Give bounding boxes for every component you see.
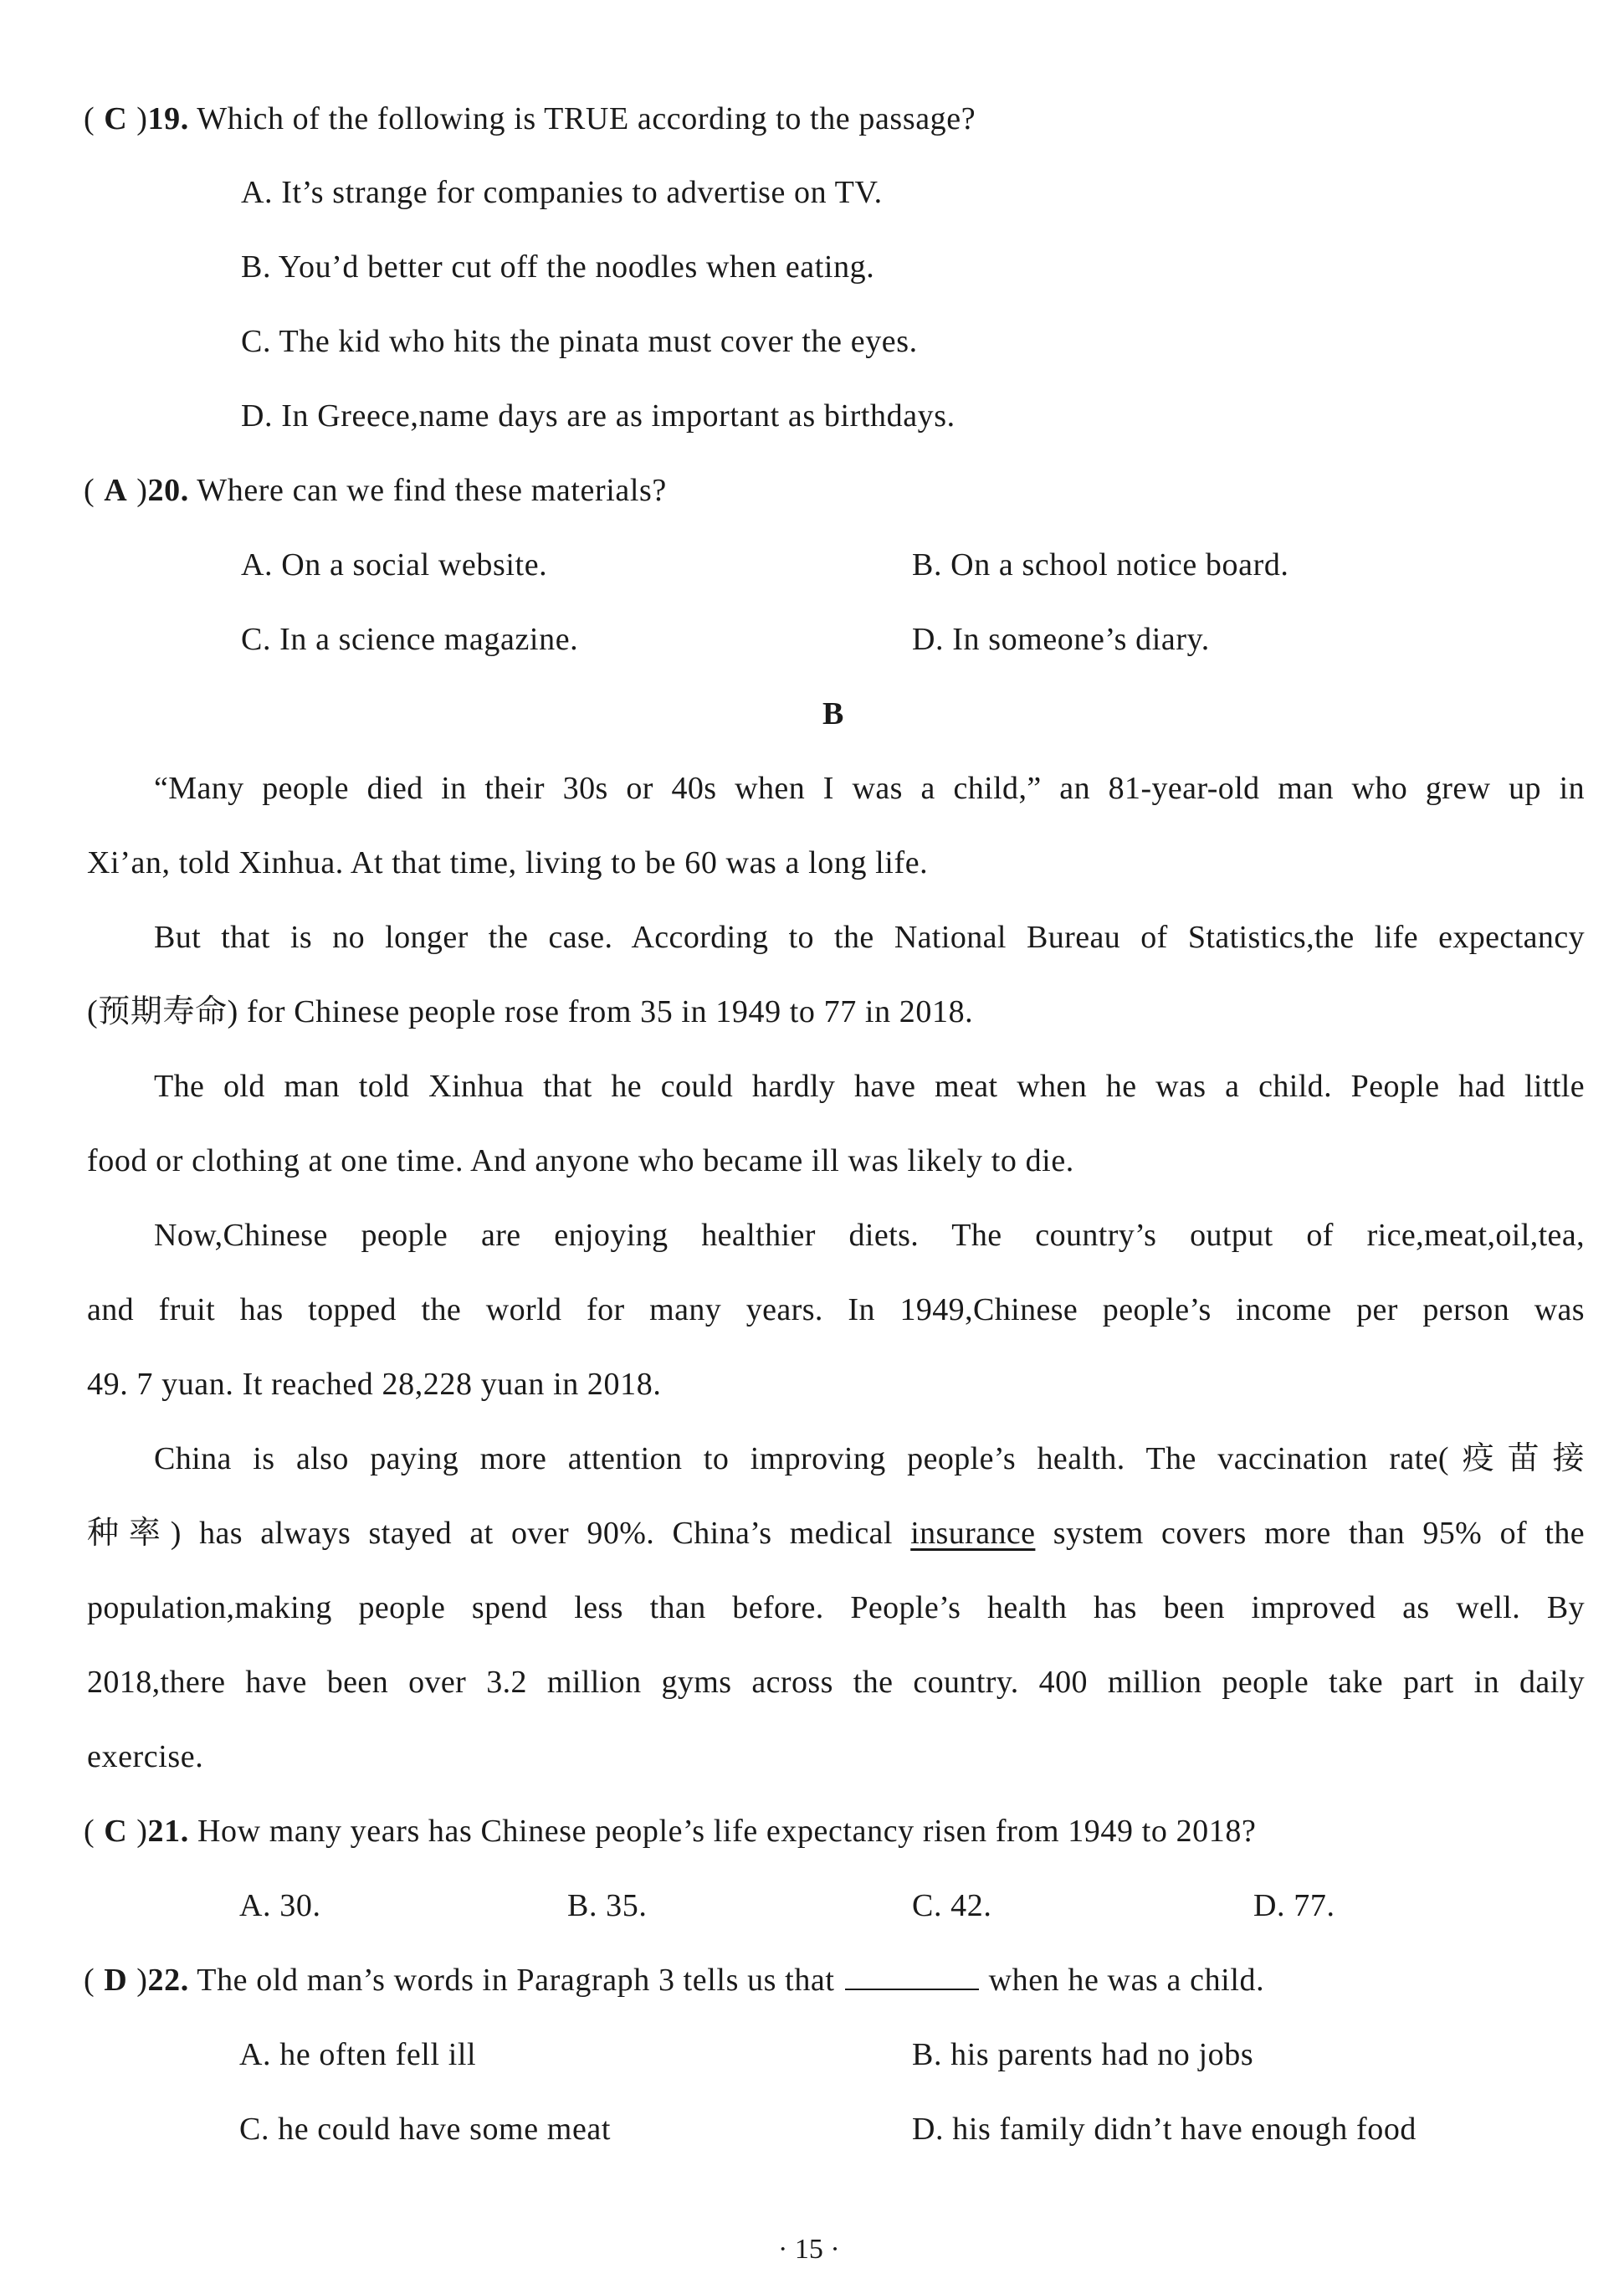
q20-option-a: A. On a social website. <box>241 547 548 583</box>
passage-p4-line3: 49. 7 yuan. It reached 28,228 yuan in 2018. <box>87 1367 662 1402</box>
passage-p1-line2: Xi’an, told Xinhua. At that time, living to be 60 was a long life. <box>87 845 929 880</box>
q19-open-paren: ( <box>84 101 95 136</box>
q21-option-b: B. 35. <box>567 1888 648 1923</box>
q22-option-c: C. he could have some meat <box>239 2112 612 2147</box>
passage-p5-line2-start: 种率) has always stayed at over 90%. China’s medical <box>87 1516 911 1551</box>
q22-number: 22. <box>147 1963 189 1998</box>
passage-p5-line3: population,making people spend less than before. People’s health has been improved as well. By <box>87 1590 1585 1625</box>
q19-close-paren: ) <box>136 101 148 136</box>
q22-option-d: D. his family didn’t have enough food <box>912 2112 1417 2147</box>
q21-open-paren: ( <box>84 1814 95 1849</box>
page-number: · 15 · <box>778 2234 840 2265</box>
q20-stem-text: Where can we find these materials? <box>197 473 667 508</box>
passage-p3-line1: The old man told Xinhua that he could hardly have meat when he was a child. People had little <box>154 1069 1585 1104</box>
section-title-b: B <box>822 696 844 731</box>
passage-p1-line1: “Many people died in their 30s or 40s when I was a child,” an 81-year-old man who grew up in <box>154 771 1585 806</box>
q22-stem-text-end: when he was a child. <box>988 1963 1265 1998</box>
q19-option-b: B. You’d better cut off the noodles when eating. <box>241 249 875 285</box>
answer-blank <box>845 1963 979 1990</box>
q22-stem-text-start: The old man’s words in Paragraph 3 tells us that <box>197 1963 835 1998</box>
passage-p2-line1: But that is no longer the case. According to the National Bureau of Statistics,the life expectancy <box>154 920 1585 955</box>
underlined-word-insurance: insurance <box>910 1516 1036 1551</box>
q20-number: 20. <box>147 473 189 508</box>
question-22-stem <box>84 1960 1264 2000</box>
q21-answer: C <box>104 1814 128 1849</box>
q21-option-c: C. 42. <box>912 1888 992 1923</box>
q19-option-c: C. The kid who hits the pinata must cover the eyes. <box>241 324 918 359</box>
passage-p5-line4: 2018,there have been over 3.2 million gyms across the country. 400 million people take part in daily <box>87 1665 1585 1700</box>
passage-p2-line2: (预期寿命) for Chinese people rose from 35 in 1949 to 77 in 2018. <box>87 994 974 1029</box>
q19-option-a: A. It’s strange for companies to advertise on TV. <box>241 175 883 210</box>
q22-option-b: B. his parents had no jobs <box>912 2037 1254 2072</box>
question-21-stem <box>84 1811 1256 1851</box>
q21-stem-text: How many years has Chinese people’s life expectancy risen from 1949 to 2018? <box>197 1814 1257 1849</box>
q22-close-paren: ) <box>136 1963 148 1998</box>
q22-open-paren: ( <box>84 1963 95 1998</box>
passage-p5-line2 <box>87 1513 1585 1553</box>
q20-option-b: B. On a school notice board. <box>912 547 1289 583</box>
q20-option-c: C. In a science magazine. <box>241 622 579 657</box>
passage-p5-line5: exercise. <box>87 1739 204 1774</box>
q19-option-d: D. In Greece,name days are as important as birthdays. <box>241 398 955 434</box>
q20-option-d: D. In someone’s diary. <box>912 622 1210 657</box>
passage-p4-line1: Now,Chinese people are enjoying healthier diets. The country’s output of rice,meat,oil,tea, <box>154 1218 1585 1253</box>
q20-close-paren: ) <box>136 473 148 508</box>
q21-option-a: A. 30. <box>239 1888 321 1923</box>
passage-p5-line2-end: system covers more than 95% of the <box>1035 1516 1585 1551</box>
passage-p4-line2: and fruit has topped the world for many years. In 1949,Chinese people’s income per person was <box>87 1292 1585 1327</box>
question-20-stem <box>84 470 667 511</box>
passage-p5-line1: China is also paying more attention to improving people’s health. The vaccination rate(疫苗接 <box>154 1441 1585 1476</box>
q21-number: 21. <box>147 1814 189 1849</box>
q20-open-paren: ( <box>84 473 95 508</box>
q22-option-a: A. he often fell ill <box>239 2037 477 2072</box>
question-19-stem <box>84 99 976 139</box>
passage-p3-line2: food or clothing at one time. And anyone who became ill was likely to die. <box>87 1143 1074 1178</box>
q21-close-paren: ) <box>136 1814 148 1849</box>
q19-answer: C <box>104 101 128 136</box>
q22-answer: D <box>104 1963 128 1998</box>
q20-answer: A <box>104 473 128 508</box>
q19-number: 19. <box>147 101 189 136</box>
q21-option-d: D. 77. <box>1253 1888 1335 1923</box>
q19-stem-text: Which of the following is TRUE according to the passage? <box>197 101 976 136</box>
